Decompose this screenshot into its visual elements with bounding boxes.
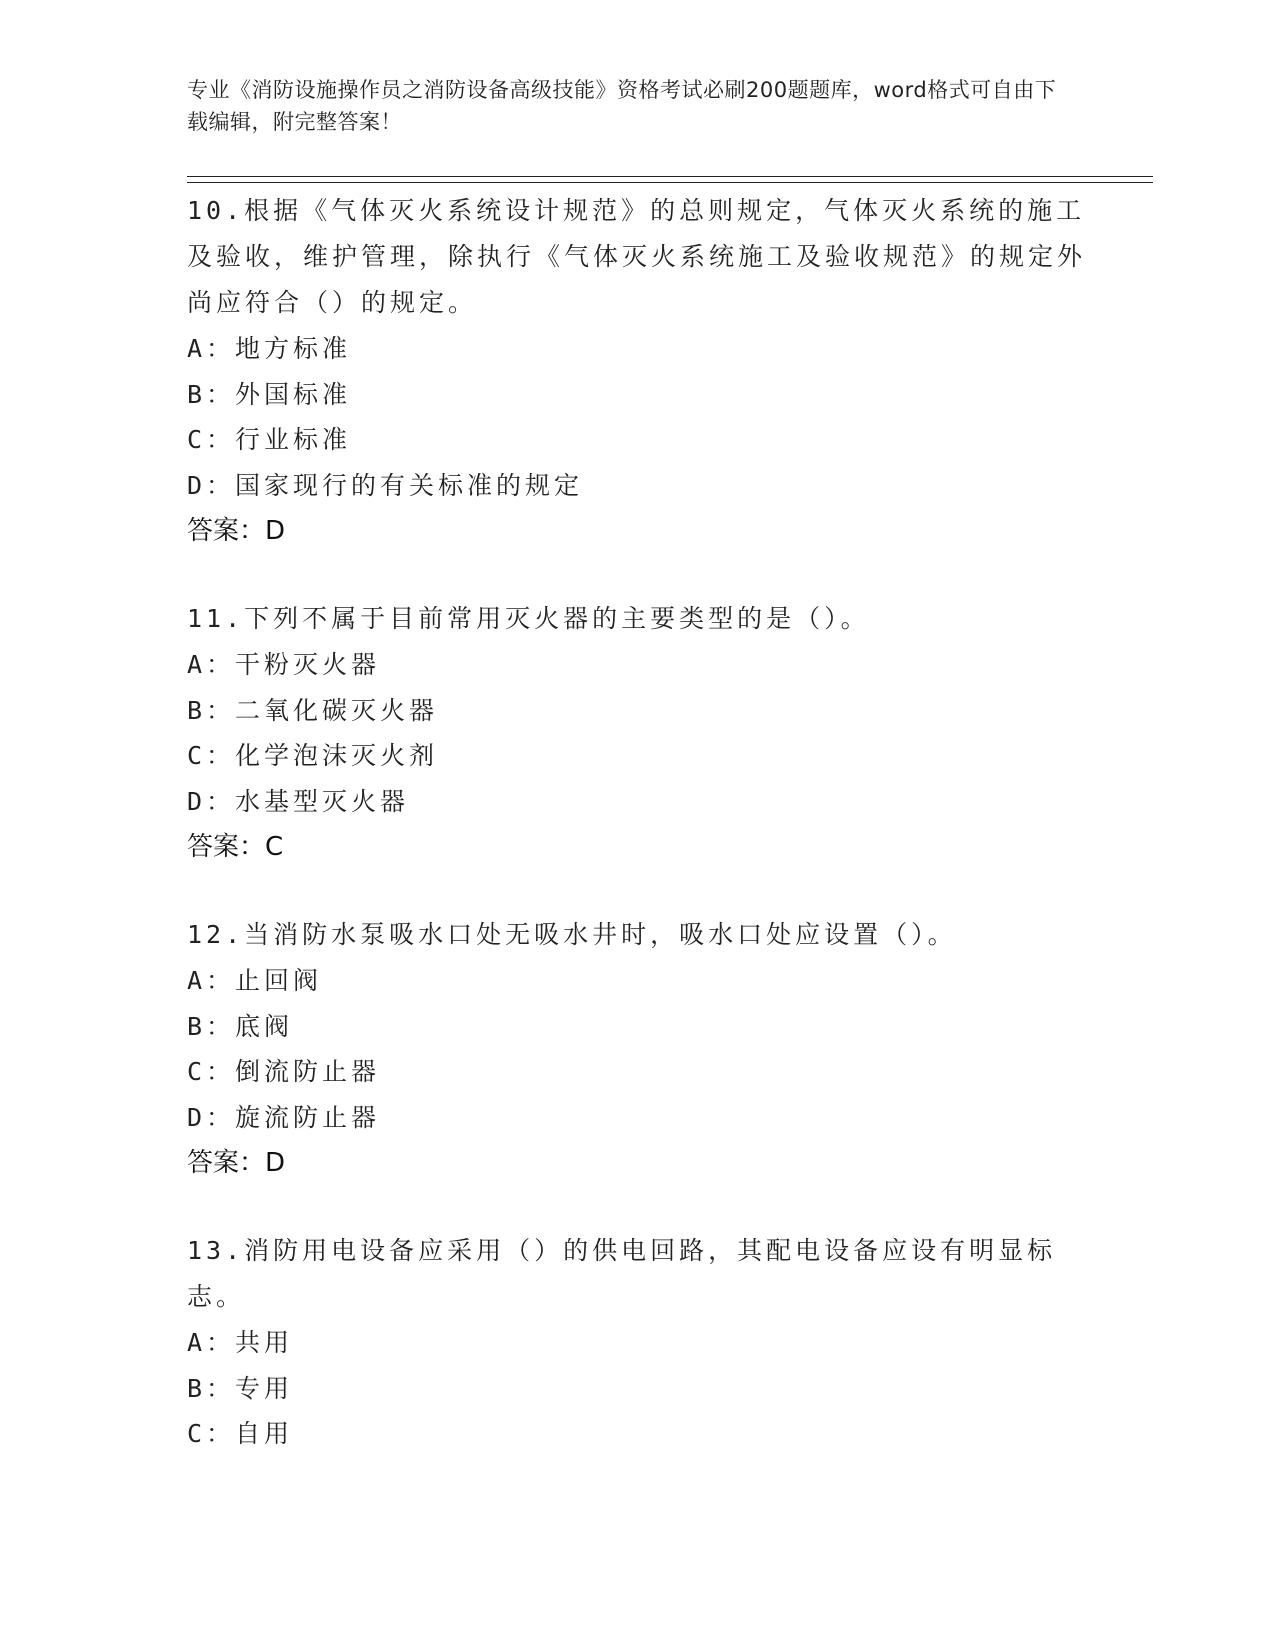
option-c: C：自用 <box>187 1419 294 1448</box>
option-b: B：外国标准 <box>187 379 352 409</box>
question-stem: 13.消防用电设备应采用（）的供电回路，其配电设备应设有明显标志。 <box>187 1236 1057 1311</box>
header-divider-bottom <box>187 182 1153 183</box>
question-11 <box>187 596 1087 870</box>
option-c: C：行业标准 <box>187 425 352 454</box>
option-a: A：干粉灭火器 <box>187 650 381 679</box>
option-a: A：地方标准 <box>187 334 352 363</box>
option-d: D：国家现行的有关标准的规定 <box>187 470 584 500</box>
answer-line: 答案：D <box>187 1148 286 1178</box>
question-stem: 10.根据《气体灭火系统设计规范》的总则规定，气体灭火系统的施工及验收，维护管理，除执行《气体灭火系统施工及验收规范》的规定外尚应符合（）的规定。 <box>187 196 1087 317</box>
question-12 <box>187 912 1087 1186</box>
question-10 <box>187 188 1087 554</box>
option-d: D：旋流防止器 <box>187 1102 381 1132</box>
option-c: C：倒流防止器 <box>187 1057 381 1086</box>
option-d: D：水基型灭火器 <box>187 786 410 816</box>
option-a: A：止回阀 <box>187 966 323 995</box>
option-a: A：共用 <box>187 1328 294 1357</box>
question-13 <box>187 1228 1087 1457</box>
option-b: B：二氧化碳灭火器 <box>187 695 439 725</box>
question-stem: 12.当消防水泵吸水口处无吸水井时，吸水口处应设置（）。 <box>187 920 957 949</box>
option-b: B：底阀 <box>187 1011 294 1041</box>
document-header: 专业《消防设施操作员之消防设备高级技能》资格考试必刷200题题库，word格式可自由下载编辑，附完整答案！ <box>187 78 1057 134</box>
option-b: B：专用 <box>187 1373 294 1403</box>
answer-line: 答案：D <box>187 516 286 546</box>
header-divider-top <box>187 176 1153 177</box>
question-stem: 11.下列不属于目前常用灭火器的主要类型的是（）。 <box>187 604 870 633</box>
question-list <box>187 188 1087 1499</box>
answer-line: 答案：C <box>187 832 284 862</box>
option-c: C：化学泡沫灭火剂 <box>187 741 439 770</box>
